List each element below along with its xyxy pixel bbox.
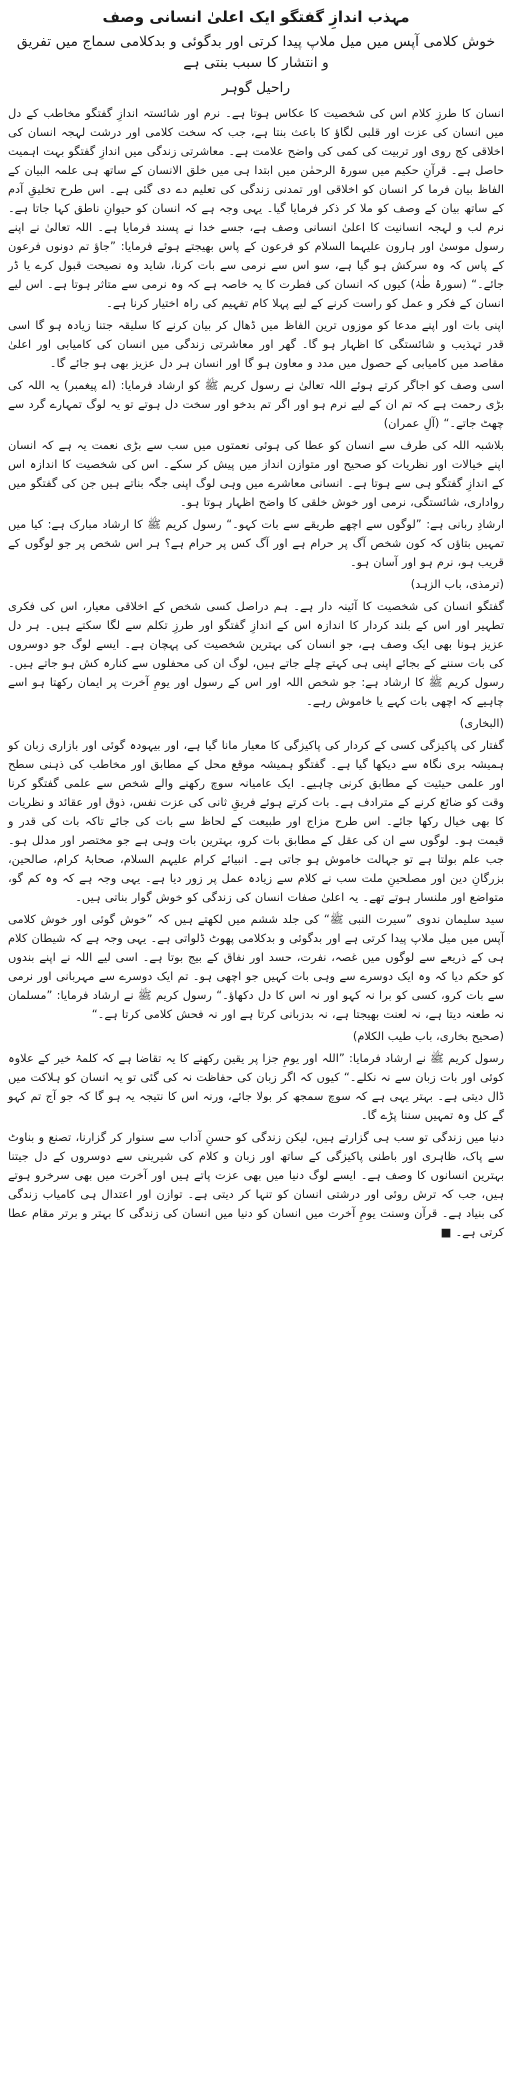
article-paragraph: ارشادِ ربانی ہے: ”لوگوں سے اچھے طریقے سے بات کہو۔“ رسول کریم ﷺ کا ارشاد مبارک ہے: کیا میں تمہیں بتاؤں کہ کون شخص آگ پر حرام ہے اور آگ کس پر حرام ہے؟ ہر اس شخص پر جو لوگوں کے قریب ہو، نرم ہو اور آسان ہو۔ — [8, 517, 504, 569]
article-author: راحیل گوہر — [221, 80, 291, 96]
article-paragraph: سید سلیمان ندوی ”سیرت النبی ﷺ“ کی جلد ششم میں لکھتے ہیں کہ ”خوش گوئی اور خوش کلامی آپس میں میل ملاپ پیدا کرتی ہے اور بدگوئی و بدکلامی پھوٹ ڈلواتی ہے۔ یہی وجہ ہے کہ شیطان کلام ہی کے ذریعے سے لوگوں میں غصہ، نفرت، حسد اور نفاق کے بیج بوتا ہے۔ اسی لیے اللہ نے اپنے بندوں کو حکم دیا کہ وہ ایک دوسرے سے وہی بات کہیں جو اچھی ہو۔ تم ایک دوسرے سے مہربانی اور نرمی سے بات کرو، کسی کو برا نہ کہو اور نہ اس کا دل دکھاؤ۔“ رسول کریم ﷺ نے ارشاد فرمایا: ”مسلمان نہ طعنہ دیتا ہے، نہ لعنت بھیجتا ہے، نہ بدزبانی کرتا ہے اور نہ فحش کلامی کرتا ہے۔“ — [8, 912, 504, 1021]
article-paragraph: اپنی بات اور اپنے مدعا کو موزوں ترین الفاظ میں ڈھال کر بیان کرنے کا سلیقہ جتنا زیادہ ہو گا اسی قدر تہذیب و شائستگی کا اظہار ہو گا۔ گھر اور معاشرتی زندگی میں انسان کی کامیابی اور اعلیٰ مقاصد میں کامیابی کے حصول میں مدد و معاون ہو گا اور انسان ہر دل عزیز بھی ہو جائے گا۔ — [8, 318, 504, 370]
end-mark-icon: ■ — [440, 1225, 452, 1239]
article-paragraph-text: دنیا میں زندگی تو سب ہی گزارتے ہیں، لیکن زندگی کو حسنِ آداب سے سنوار کر گزارنا، تصنع و بناوٹ سے پاک، ظاہری اور باطنی پاکیزگی کے ساتھ اور زبان و کلام کی شیرینی سے دوسروں کے دل جیتنا بہترین انسانوں کا وصف ہے۔ ایسے لوگ دنیا میں بھی عزت پاتے ہیں اور آخرت میں بھی سرخرو ہوتے ہیں، جب کہ ترش روئی اور درشتی انسان کو تنہا کر دیتی ہے۔ توازن اور اعتدال ہی کامیاب زندگی کی بنیاد ہے۔ قرآن وسنت یومِ آخرت میں انسان کو دنیا میں انسان کی زندگی کا بہتر و برتر مقام عطا کرتی ہے۔ — [8, 1130, 504, 1239]
article-reference: (البخاری) — [459, 716, 504, 730]
article-paragraph: بلاشبہ اللہ کی طرف سے انسان کو عطا کی ہوئی نعمتوں میں سب سے بڑی نعمت یہ ہے کہ انسان اپنے خیالات اور نظریات کو صحیح اور متوازن انداز میں پیش کر سکے۔ اس کی شخصیت کا اندازہ اس کے اندازِ گفتگو ہی سے ہوتا ہے۔ انسانی معاشرے میں وہی لوگ اپنی جگہ بناتے ہیں جن کی گفتگو میں رواداری، شائستگی، نرمی اور خوش خلقی کا واضح اظہار ہوتا ہو۔ — [8, 438, 504, 509]
article-headline: مہذب اندازِ گفتگو ایک اعلیٰ انسانی وصف — [102, 8, 410, 26]
article-paragraph: گفتار کی پاکیزگی کسی کے کردار کی پاکیزگی کا معیار مانا گیا ہے، اور بیہودہ گوئی اور بازاری زبان کو ہمیشہ بری نگاہ سے دیکھا گیا ہے۔ گفتگو ہمیشہ موقع محل کے مطابق اور مخاطب کی ذہنی سطح اور علمی حیثیت کے مطابق کرنی چاہیے۔ ایک عامیانہ سوچ رکھنے والے شخص سے علمی گفتگو کرنا وقت کو ضائع کرنے کے مترادف ہے۔ بات کرتے ہوئے فریقِ ثانی کی عزت نفس، ذوق اور عقائد و نظریات کا بھی خیال رکھا جائے۔ اس طرح مزاج اور طبیعت کے لحاظ سے بات کی جائے تاکہ بات کی قدر و قیمت ہو۔ لوگوں سے ان کی عقل کے مطابق بات کرو، بہترین بات وہی ہے جو مختصر اور مدلل ہو۔ جب علم بولتا ہے تو جہالت خاموش ہو جاتی ہے۔ انبیائے کرام علیہم السلام، صحابۂ کرام، صالحین، بزرگانِ دین اور مصلحینِ ملت سب نے کلام سے زیادہ عمل پر زور دیا ہے۔ یہی وجہ ہے کہ وہ کم گو، متواضع اور ملنسار ہوتے تھے۔ یہ اعلیٰ صفات انسان کی زندگی کو خوش گوار بناتی ہیں۔ — [8, 738, 504, 904]
article-reference: (صحیح بخاری، باب طیب الکلام) — [352, 1029, 504, 1043]
article-paragraph: گفتگو انسان کی شخصیت کا آئینہ دار ہے۔ ہم دراصل کسی شخص کے اخلاقی معیار، اس کی فکری تطہیر اور اس کے بلند کردار کا اندازہ اس کے اندازِ گفتگو اور طرزِ تکلم سے لگا سکتے ہیں۔ ہر دل عزیز ہونا بھی ایک وصف ہے، جو انسان کی بہترین شخصیت کی پہچان ہے۔ ایسے لوگ جو دوسروں کی بات سننے کے بجائے اپنی ہی کہتے چلے جاتے ہیں، لوگ ان کی محفلوں سے کنارہ کش ہو جاتے ہیں۔ رسول کریم ﷺ کا ارشاد ہے: جو شخص اللہ اور اس کے رسول اور یومِ آخرت پر ایمان رکھتا ہو اسے چاہیے کہ اچھی بات کہے یا خاموش رہے۔ — [8, 599, 504, 708]
article-paragraph — [8, 1128, 504, 1242]
article-paragraph: انسان کا طرزِ کلام اس کی شخصیت کا عکاس ہوتا ہے۔ نرم اور شائستہ اندازِ گفتگو مخاطب کے دل میں انسان کی عزت اور قلبی لگاؤ کا باعث بنتا ہے، جب کہ سخت کلامی اور درشت لہجہ انسان کی اخلاقی کج روی اور تربیت کی کمی کی واضح علامت ہے۔ معاشرتی زندگی میں اندازِ گفتگو بہت اہمیت حاصل ہے۔ قرآنِ حکیم میں سورۃ الرحمٰن میں ابتدا ہی میں خلق الانسان کے ساتھ ہی علمہ البیان کے الفاظ بیان فرما کر انسان کو اخلاقی اور تمدنی زندگی کی تعلیم دے دی گئی ہے۔ اس طرح تخلیقِ آدم کے ساتھ بیان کے وصف کو ملا کر ذکر فرمایا گیا۔ یہی وجہ ہے کہ انسان کو حیوانِ ناطق کہا جاتا ہے۔ نرم لب و لہجہ انسانیت کا اعلیٰ انسانی وصف ہے، جسے خدا نے پسند فرمایا ہے۔ اللہ تعالیٰ نے اپنے رسول موسیٰ اور ہارون علیہما السلام کو فرعون کے پاس بھیجتے ہوئے فرمایا: ”جاؤ تم دونوں فرعون کے پاس کہ وہ سرکش ہو گیا ہے، سو اس سے نرمی سے بات کرنا، شاید وہ نصیحت قبول کرے یا ڈر جائے۔“ (سورۂ طٰہٰ) کیوں کہ انسان کی فطرت کا یہ خاصہ ہے کہ وہ نرمی سے متاثر ہوتا ہے۔ اس لیے انسان کے فکر و عمل کو راست کرنے کے لیے پہلا کام تفہیم کی راہ اختیار کرنا ہے۔ — [8, 106, 504, 310]
article-paragraph: اسی وصف کو اجاگر کرتے ہوئے اللہ تعالیٰ نے رسول کریم ﷺ کو ارشاد فرمایا: (اے پیغمبر) یہ اللہ کی بڑی رحمت ہے کہ تم ان کے لیے نرم ہو اور اگر تم بدخو اور سخت دل ہوتے تو یہ لوگ تمہارے گرد سے چھٹ جاتے۔“ (آلِ عمران) — [8, 378, 504, 430]
article-paragraph: رسول کریم ﷺ نے ارشاد فرمایا: ”اللہ اور یومِ جزا پر یقین رکھنے کا یہ تقاضا ہے کہ کلمۂ خیر کے علاوہ کوئی اور بات زبان سے نہ نکلے۔“ کیوں کہ اگر زبان کی حفاظت نہ کی گئی تو یہ انسان کو ہلاکت میں ڈال دیتی ہے۔ بہتر یہی ہے کہ سوچ سمجھ کر بولا جائے، ورنہ اس کا نتیجہ یہ ہو گا کہ جو آج تم کہو گے کل وہ تمہیں سننا پڑے گا۔ — [8, 1051, 504, 1122]
article-reference: (ترمذی، باب الزہد) — [410, 577, 504, 591]
article-subheadline: خوش کلامی آپس میں میل ملاپ پیدا کرتی اور بدگوئی و بدکلامی سماج میں تفریق و انتشار کا سبب بنتی ہے — [16, 34, 496, 71]
